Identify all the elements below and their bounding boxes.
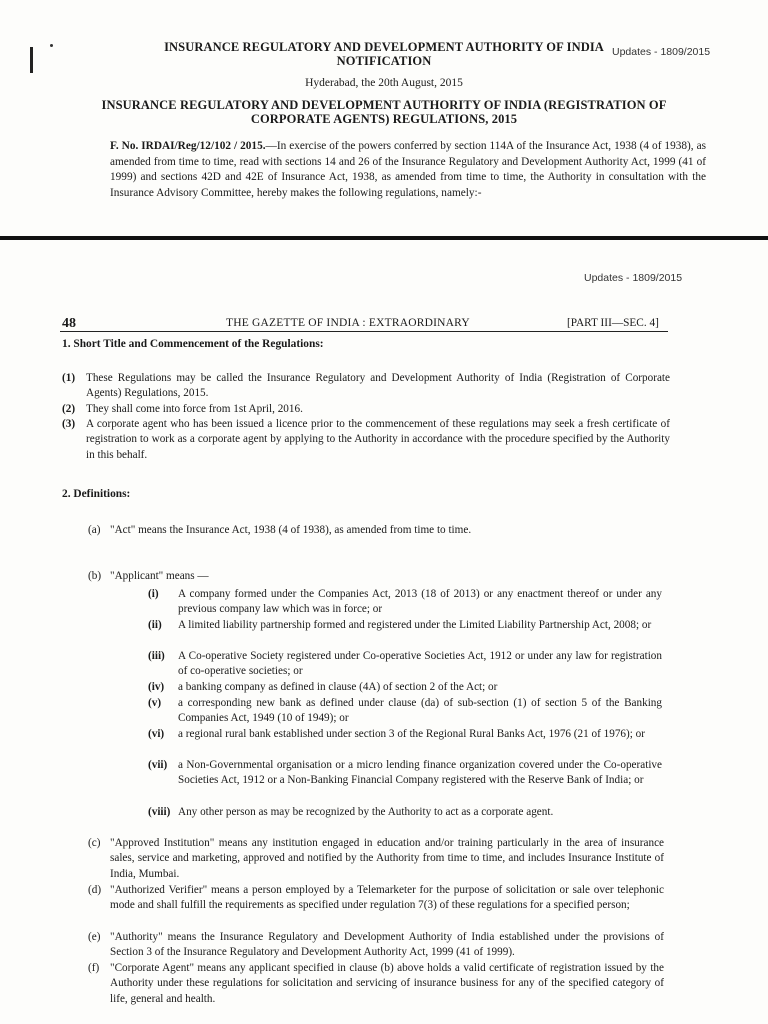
gazette-page-number: 48 [62, 316, 76, 331]
list-item [148, 727, 662, 758]
item-text: a regional rural bank established under section 3 of the Regional Rural Banks Act, 1976 (21 of 1976); or [178, 728, 645, 740]
item-label: (c) [88, 837, 101, 849]
item-label: (i) [148, 588, 159, 600]
item-text: a Non-Governmental organisation or a micro lending finance organization covered under the Co-operative Societies Act, 1912 or a Non-Banking Financial Company registered with the Reserve Bank of India; or [178, 759, 662, 787]
list-item [148, 618, 662, 649]
item-text: "Applicant" means — [110, 570, 209, 583]
item-text: "Act" means the Insurance Act, 1938 (4 of 1938), as amended from time to time. [110, 524, 472, 536]
item-label: (b) [88, 570, 102, 583]
gazette-part: [PART III—SEC. 4] [567, 317, 659, 329]
item-text: "Authorized Verifier" means a person employed by a Telemarketer for the purpose of solicitation or sale over telephonic mode and shall fulfill the requirements as specified under regulation 7(3) of these regulations for a specified person; [110, 884, 664, 912]
definition-a [88, 523, 670, 538]
list-item [148, 696, 662, 727]
updates-stamp-mid: Updates - 1809/2015 [584, 272, 683, 284]
section2-heading: 2. Definitions: [62, 488, 131, 500]
place-date: Hyderabad, the 20th August, 2015 [305, 77, 463, 89]
item-label: (2) [62, 403, 76, 415]
item-text: "Corporate Agent" means any applicant specified in clause (b) above holds a valid certificate of registration issued by the Authority under these regulations for solicitation and servicing of insurance business for any of the specified category of life, general and health. [110, 962, 664, 1005]
item-text: These Regulations may be called the Insurance Regulatory and Development Authority of India (Registration of Corporate Agents) Regulations, 2015. [86, 372, 670, 400]
preamble-text: —In exercise of the powers conferred by section 114A of the Insurance Act, 1938 (4 of 1938), as amended from time to time, read with sections 14 and 26 of the Insurance Regulatory and Development Authority Act, 1999 (41 of 1999) and sections 42D and 42E of Insurance Act, 1938, as amended from time to time, the Authority in consultation with the Insurance Advisory Committee, hereby makes the following regulations, namely:- [110, 140, 707, 199]
list-item [88, 836, 664, 883]
item-label: (iv) [148, 681, 165, 693]
item-label: (3) [62, 418, 76, 430]
item-text: Any other person as may be recognized by the Authority to act as a corporate agent. [178, 806, 554, 818]
item-label: (vii) [148, 759, 168, 771]
file-number: F. No. IRDAI/Reg/12/102 / 2015. [110, 140, 266, 152]
item-text: a banking company as defined in clause (4A) of section 2 of the Act; or [178, 681, 498, 693]
list-item [148, 649, 662, 680]
applicant-sublist [148, 587, 662, 821]
item-label: (viii) [148, 806, 171, 818]
authority-heading: INSURANCE REGULATORY AND DEVELOPMENT AUTHORITY OF INDIA [164, 40, 604, 54]
list-item [62, 371, 670, 402]
list-item [88, 961, 664, 1007]
regulation-title-line1: INSURANCE REGULATORY AND DEVELOPMENT AUTHORITY OF INDIA (REGISTRATION OF [101, 98, 667, 112]
item-text: A Co-operative Society registered under Co-operative Societies Act, 1912 or under any law for registration of co-operative societies; or [178, 650, 662, 678]
list-item [148, 587, 662, 618]
item-text: A company formed under the Companies Act, 2013 (18 of 2013) or any enactment thereof or under any previous company law which was in force; or [178, 588, 662, 616]
list-item [62, 402, 670, 417]
definitions-rest [88, 836, 664, 1007]
section1-heading: 1. Short Title and Commencement of the Regulations: [62, 338, 324, 350]
section1-list [62, 371, 670, 463]
list-item [88, 883, 664, 930]
list-item [62, 417, 670, 463]
item-text: They shall come into force from 1st April, 2016. [86, 403, 303, 415]
list-item [148, 680, 662, 696]
regulation-title-line2: CORPORATE AGENTS) REGULATIONS, 2015 [250, 112, 518, 126]
item-label: (ii) [148, 619, 162, 631]
item-label: (d) [88, 884, 102, 896]
updates-stamp-top: Updates - 1809/2015 [612, 46, 711, 58]
preamble [110, 139, 706, 201]
item-label: (iii) [148, 650, 165, 662]
item-text: "Authority" means the Insurance Regulatory and Development Authority of India established under the provisions of Section 3 of the Insurance Regulatory and Development Authority Act, 1999 (41 of 1999). [110, 931, 664, 959]
page-separator [0, 236, 768, 240]
item-label: (e) [88, 931, 101, 943]
item-label: (a) [88, 524, 101, 536]
item-label: (vi) [148, 728, 165, 740]
list-item [148, 805, 662, 821]
item-text: A limited liability partnership formed and registered under the Limited Liability Partnership Act, 2008; or [178, 619, 652, 631]
notification-heading: NOTIFICATION [336, 54, 432, 68]
gazette-title: THE GAZETTE OF INDIA : EXTRAORDINARY [226, 317, 470, 329]
item-label: (v) [148, 697, 162, 709]
item-label: (f) [88, 962, 100, 974]
definition-b [88, 569, 670, 584]
item-text: a corresponding new bank as defined under clause (da) of sub-section (1) of section 5 of the Banking Companies Act, 1949 (10 of 1949); or [178, 697, 662, 725]
item-text: "Approved Institution" means any institution engaged in education and/or training particularly in the area of insurance sales, service and marketing, approved and notified by the Authority from time to time, and includes Insurance Institute of India, Mumbai. [110, 837, 664, 880]
list-item [148, 758, 662, 805]
list-item [88, 930, 664, 961]
item-text: A corporate agent who has been issued a licence prior to the commencement of these regulations may seek a fresh certificate of registration to work as a corporate agent by applying to the Authority in accordance with the procedure specified by the Authority in this behalf. [86, 418, 670, 461]
item-label: (1) [62, 372, 76, 384]
gazette-rule [60, 331, 668, 332]
